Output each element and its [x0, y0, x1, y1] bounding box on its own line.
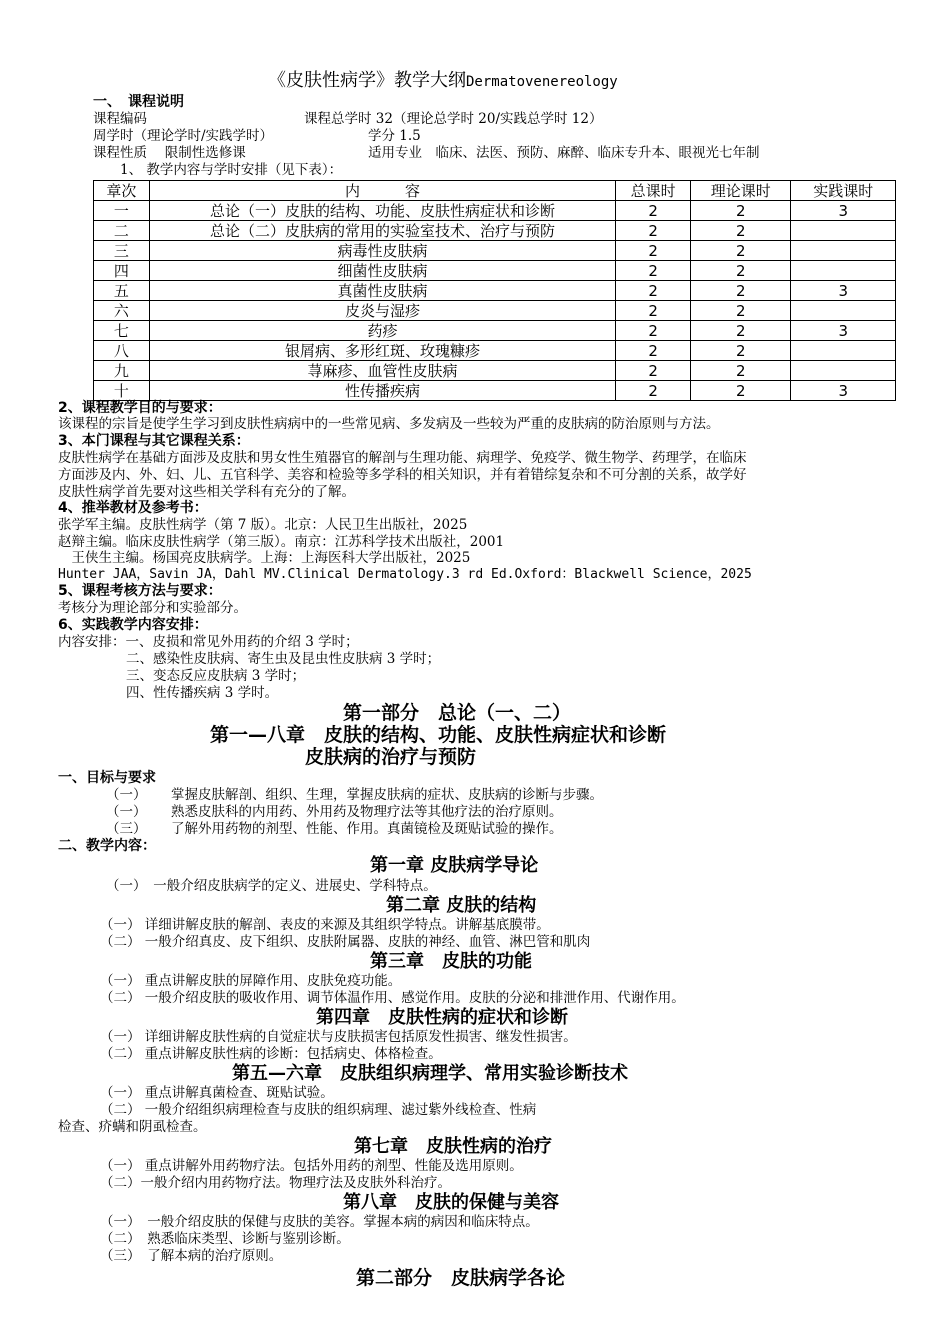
cell-total: 2 [616, 361, 691, 381]
cell-practice [791, 241, 896, 261]
part-1-title: 第一部分 总论（一、二） [343, 702, 572, 724]
cell-theory: 2 [690, 201, 791, 221]
goal-item: （三） 了解外用药物的剂型、性能、作用。真菌镜检及斑贴试验的操作。 [106, 821, 563, 837]
cell-chapter: 九 [94, 361, 150, 381]
cell-practice [791, 341, 896, 361]
table-row [94, 381, 896, 401]
cell-theory: 2 [690, 261, 791, 281]
cell-practice [791, 221, 896, 241]
part-2-title: 第二部分 皮肤病学各论 [356, 1267, 566, 1289]
table-row [94, 221, 896, 241]
chapter-4-item: （二） 重点讲解皮肤性病的诊断：包括病史、体格检查。 [100, 1046, 442, 1062]
cell-total: 2 [616, 341, 691, 361]
book-item: 赵辩主编。临床皮肤性病学（第三版）。南京：江苏科学技术出版社，2001 [58, 534, 505, 550]
cell-total: 2 [616, 221, 691, 241]
cell-theory: 2 [690, 321, 791, 341]
section-3-line: 皮肤性病学首先要对这些相关学科有充分的了解。 [58, 484, 355, 500]
weekly-hours: 周学时（理论学时/实践学时） [93, 128, 274, 144]
cell-total: 2 [616, 201, 691, 221]
header-practice-hours: 实践课时 [791, 181, 896, 201]
goal-item: （一） 掌握皮肤解剖、组织、生理，掌握皮肤病的症状、皮肤病的诊断与步骤。 [106, 787, 604, 803]
part-1-chapters-title: 第一—八章 皮肤的结构、功能、皮肤性病症状和诊断 [210, 724, 667, 746]
credit: 学分 1.5 [368, 128, 421, 144]
chapter-5-6-title: 第五—六章 皮肤组织病理学、常用实验诊断技术 [232, 1063, 628, 1084]
chapter-3-item: （一） 重点讲解皮肤的屏障作用、皮肤免疫功能。 [100, 973, 402, 989]
title-en: Dermatovenereology [466, 74, 618, 90]
cell-practice [791, 361, 896, 381]
chapter-1-item: （一） 一般介绍皮肤病学的定义、进展史、学科特点。 [106, 878, 437, 894]
header-theory-hours: 理论课时 [690, 181, 791, 201]
practice-item: 三、变态反应皮肤病 3 学时； [126, 668, 306, 684]
section-3-line: 方面涉及内、外、妇、儿、五官科学、美容和检验等多学科的相关知识，并有着错综复杂和不可分割的关系，故学好 [58, 467, 747, 483]
chapter-5-6-item: 检查、疥螨和阴虱检查。 [58, 1119, 207, 1135]
cell-theory: 2 [690, 341, 791, 361]
content-heading: 二、教学内容： [58, 838, 156, 854]
cell-content: 总论（一）皮肤的结构、功能、皮肤性病症状和诊断 [149, 201, 616, 221]
table-header-row [94, 181, 896, 201]
table-row [94, 361, 896, 381]
cell-total: 2 [616, 261, 691, 281]
chapter-8-item: （一） 一般介绍皮肤的保健与皮肤的美容。掌握本病的病因和临床特点。 [100, 1214, 539, 1230]
chapter-7-item: （二）一般介绍内用药物疗法。物理疗法及皮肤外科治疗。 [100, 1175, 451, 1191]
chapter-4-item: （一） 详细讲解皮肤性病的自觉症状与皮肤损害包括原发性损害、继发性损害。 [100, 1029, 577, 1045]
document-title [268, 70, 618, 93]
table-row [94, 321, 896, 341]
chapter-2-item: （二） 一般介绍真皮、皮下组织、皮肤附属器、皮肤的神经、血管、淋巴管和肌肉 [100, 934, 591, 950]
cell-content: 病毒性皮肤病 [149, 241, 616, 261]
book-item: 张学军主编。皮肤性病学（第 7 版）。北京：人民卫生出版社，2025 [58, 517, 468, 533]
part-1-chapters-subtitle: 皮肤病的治疗与预防 [305, 746, 477, 768]
table-row [94, 301, 896, 321]
practice-item: 二、感染性皮肤病、寄生虫及昆虫性皮肤病 3 学时； [126, 651, 441, 667]
section-3-line: 皮肤性病学在基础方面涉及皮肤和男女性生殖器官的解剖与生理功能、病理学、免疫学、微生物学、药理学，在临床 [58, 450, 747, 466]
section-1-heading: 一、 课程说明 [93, 94, 184, 110]
header-chapter: 章次 [94, 181, 150, 201]
cell-content: 银屑病、多形红斑、玫瑰糠疹 [149, 341, 616, 361]
total-hours: 课程总学时 32（理论总学时 20/实践总学时 12） [304, 111, 603, 127]
chapter-2-item: （一） 详细讲解皮肤的解剖、表皮的来源及其组织学特点。讲解基底膜带。 [100, 917, 550, 933]
cell-total: 2 [616, 321, 691, 341]
cell-content: 性传播疾病 [149, 381, 616, 401]
cell-chapter: 十 [94, 381, 150, 401]
section-5-heading: 5、课程考核方法与要求： [58, 583, 222, 599]
section-6-heading: 6、实践教学内容安排： [58, 617, 208, 633]
schedule-table [93, 180, 896, 401]
cell-theory: 2 [690, 381, 791, 401]
chapter-8-item: （三） 了解本病的治疗原则。 [100, 1248, 283, 1264]
book-item: Hunter JAA，Savin JA，Dahl MV.Clinical Dermatology.3 rd Ed.Oxford：Blackwell Science，2025 [58, 567, 752, 582]
table-row [94, 261, 896, 281]
cell-practice: 3 [791, 381, 896, 401]
cell-theory: 2 [690, 361, 791, 381]
table-row [94, 281, 896, 301]
goals-heading: 一、目标与要求 [58, 770, 156, 786]
cell-content: 细菌性皮肤病 [149, 261, 616, 281]
cell-theory: 2 [690, 281, 791, 301]
cell-theory: 2 [690, 301, 791, 321]
cell-chapter: 六 [94, 301, 150, 321]
book-item: 王侠生主编。杨国亮皮肤病学。上海：上海医科大学出版社，2025 [58, 550, 471, 566]
cell-total: 2 [616, 241, 691, 261]
section-2-text: 该课程的宗旨是使学生学习到皮肤性病病中的一些常见病、多发病及一些较为严重的皮肤病的防治原则与方法。 [58, 416, 720, 432]
cell-content: 荨麻疹、血管性皮肤病 [149, 361, 616, 381]
cell-practice: 3 [791, 321, 896, 341]
table-row [94, 241, 896, 261]
cell-practice [791, 301, 896, 321]
course-code: 课程编码 [93, 111, 147, 127]
applicable-major: 适用专业 临床、法医、预防、麻醉、临床专升本、眼视光七年制 [368, 145, 760, 161]
cell-total: 2 [616, 381, 691, 401]
chapter-4-title: 第四章 皮肤性病的症状和诊断 [316, 1007, 568, 1028]
chapter-5-6-item: （一） 重点讲解真菌检查、斑贴试验。 [100, 1085, 334, 1101]
section-5-text: 考核分为理论部分和实验部分。 [58, 600, 247, 616]
chapter-3-item: （二） 一般介绍皮肤的吸收作用、调节体温作用、感觉作用。皮肤的分泌和排泄作用、代谢作用。 [100, 990, 685, 1006]
cell-total: 2 [616, 301, 691, 321]
section-2-heading: 2、课程教学目的与要求： [58, 400, 222, 416]
chapter-8-item: （二） 熟悉临床类型、诊断与鉴别诊断。 [100, 1231, 350, 1247]
header-total-hours: 总课时 [616, 181, 691, 201]
chapter-2-title: 第二章 皮肤的结构 [386, 895, 537, 916]
table-row [94, 201, 896, 221]
cell-chapter: 三 [94, 241, 150, 261]
practice-item: 四、性传播疾病 3 学时。 [126, 685, 279, 701]
chapter-7-item: （一） 重点讲解外用药物疗法。包括外用药的剂型、性能及选用原则。 [100, 1158, 523, 1174]
chapter-7-title: 第七章 皮肤性病的治疗 [354, 1136, 552, 1157]
cell-chapter: 五 [94, 281, 150, 301]
cell-chapter: 二 [94, 221, 150, 241]
section-3-heading: 3、本门课程与其它课程关系： [58, 433, 250, 449]
cell-total: 2 [616, 281, 691, 301]
cell-practice [791, 261, 896, 281]
cell-content: 真菌性皮肤病 [149, 281, 616, 301]
cell-chapter: 四 [94, 261, 150, 281]
cell-chapter: 一 [94, 201, 150, 221]
goal-item: （一） 熟悉皮肤科的内用药、外用药及物理疗法等其他疗法的治疗原则。 [106, 804, 563, 820]
title-cn: 《皮肤性病学》教学大纲 [268, 70, 466, 91]
chapter-5-6-item: （二） 一般介绍组织病理检查与皮肤的组织病理、滤过紫外线检查、性病 [100, 1102, 537, 1118]
course-nature: 课程性质 限制性选修课 [93, 145, 246, 161]
schedule-intro: 1、 教学内容与学时安排（见下表）： [120, 162, 343, 178]
cell-chapter: 七 [94, 321, 150, 341]
cell-theory: 2 [690, 221, 791, 241]
cell-content: 药疹 [149, 321, 616, 341]
section-4-heading: 4、推举教材及参考书： [58, 500, 208, 516]
cell-practice: 3 [791, 201, 896, 221]
chapter-1-title: 第一章 皮肤病学导论 [370, 855, 539, 876]
practice-item: 内容安排：一、皮损和常见外用药的介绍 3 学时； [58, 634, 359, 650]
chapter-8-title: 第八章 皮肤的保健与美容 [343, 1192, 559, 1213]
cell-chapter: 八 [94, 341, 150, 361]
cell-content: 皮炎与湿疹 [149, 301, 616, 321]
cell-theory: 2 [690, 241, 791, 261]
chapter-3-title: 第三章 皮肤的功能 [370, 951, 532, 972]
cell-content: 总论（二）皮肤病的常用的实验室技术、治疗与预防 [149, 221, 616, 241]
cell-practice: 3 [791, 281, 896, 301]
table-row [94, 341, 896, 361]
header-content: 内 容 [149, 181, 616, 201]
